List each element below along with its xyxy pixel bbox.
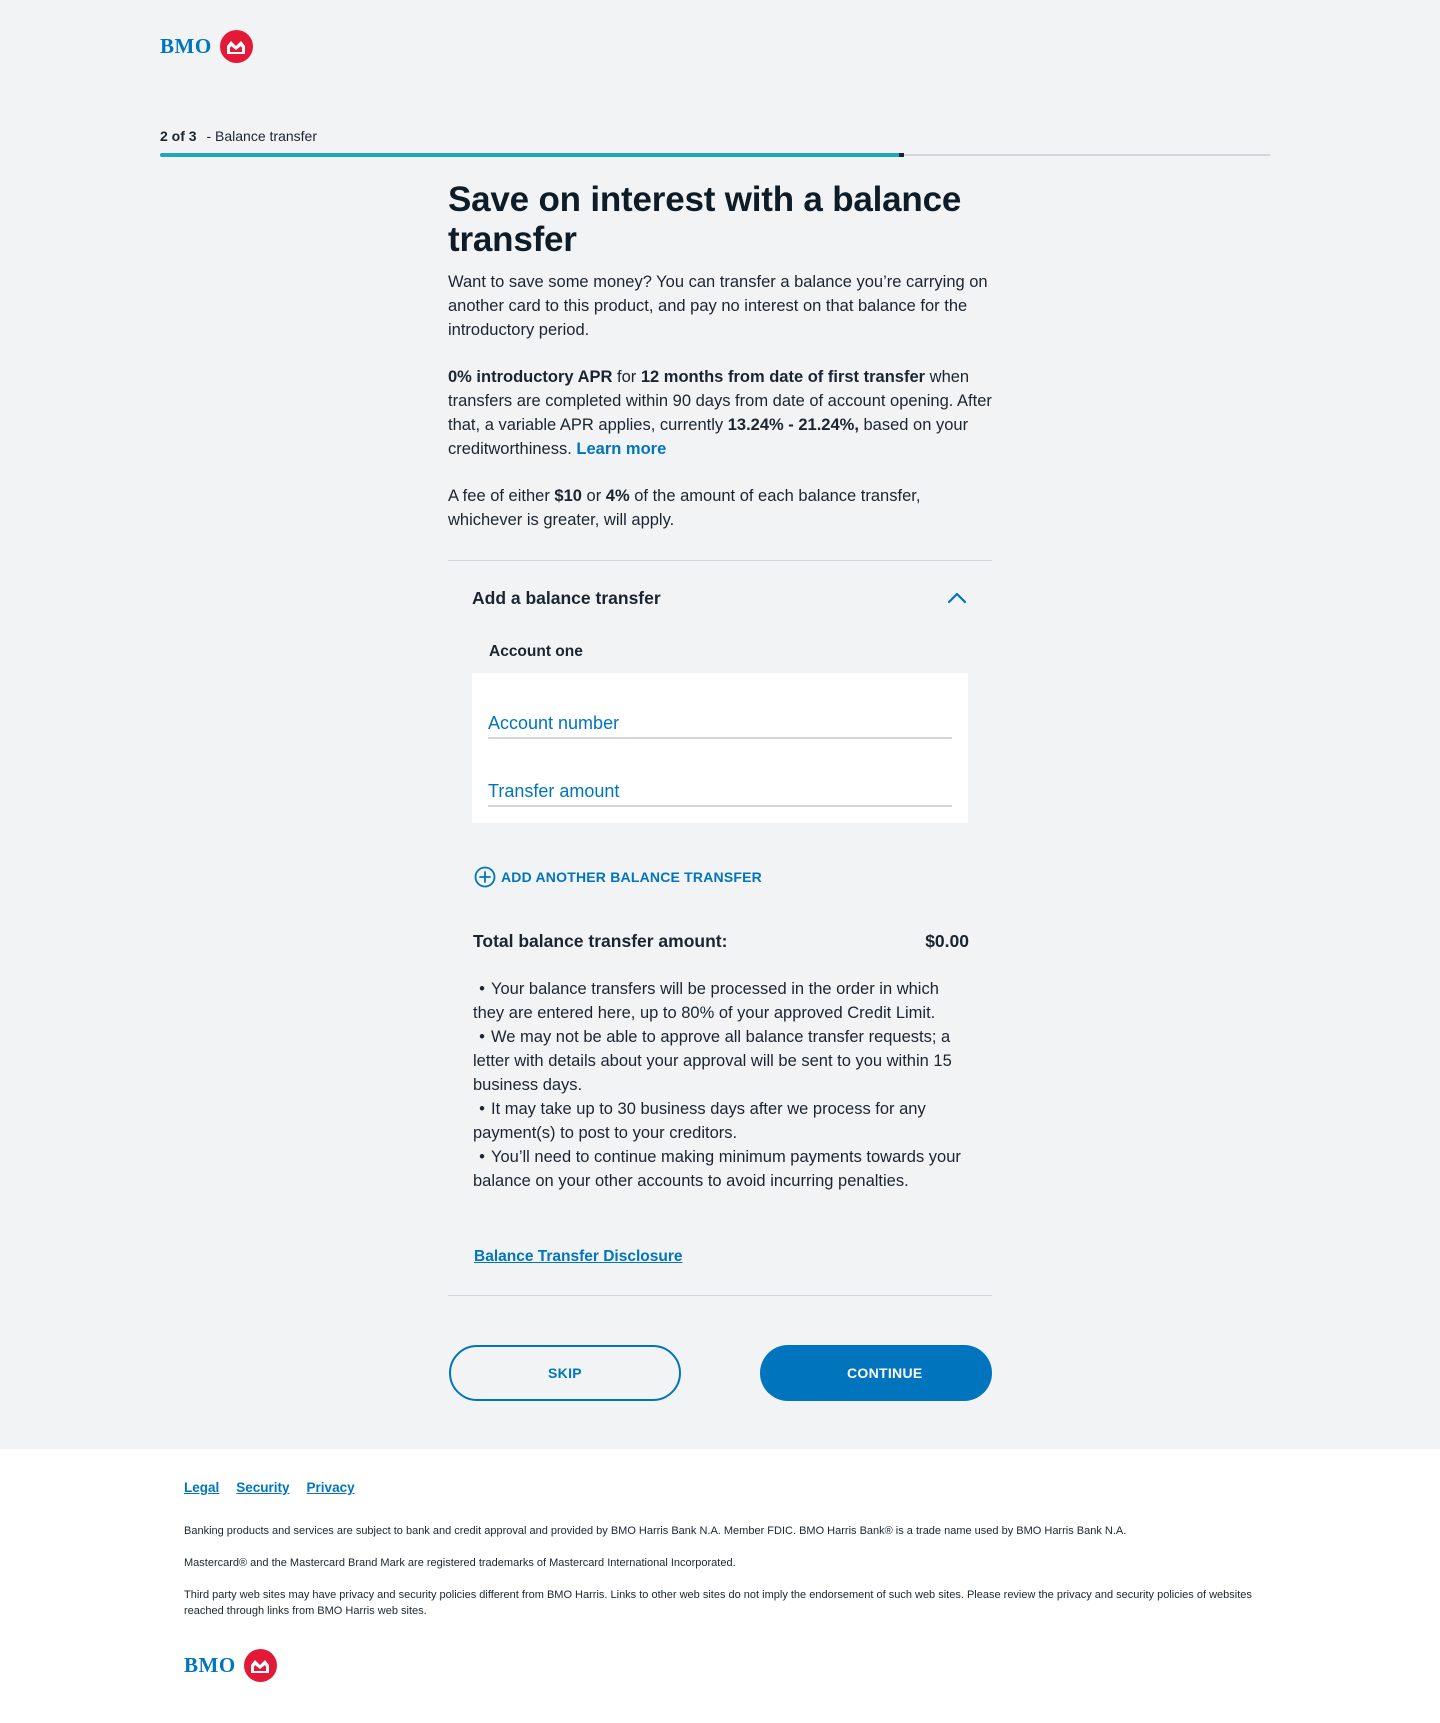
- apr-rate: 0% introductory APR: [448, 368, 613, 386]
- accordion-header[interactable]: [472, 583, 968, 613]
- transfer-notes-list: [473, 977, 969, 1193]
- footer-link-security[interactable]: Security: [236, 1480, 290, 1495]
- footer-links: [184, 1480, 355, 1495]
- fee-flat: $10: [554, 487, 582, 505]
- fee-text-part: A fee of either: [448, 487, 555, 505]
- fee-percent: 4%: [605, 487, 630, 505]
- footer-third-party-disclaimer: Third party web sites may have privacy and security policies different from BMO Harris. Links to other web sites do not imply the endorsement of such web sites. Please review the privacy and security policies of websites reached through links from BMO Harris web sites.: [184, 1589, 1252, 1617]
- account-fields-card: [472, 673, 968, 823]
- bmo-logo-text: BMO: [160, 34, 212, 58]
- fee-text-part: of the amount of each balance transfer, whichever is greater, will apply.: [448, 487, 921, 529]
- footer-banking-disclaimer: Banking products and services are subject to bank and credit approval and provided by BMO Harris Bank N.A. Member FDIC. BMO Harris Bank® is a trade name used by BMO Harris Bank N.A.: [184, 1525, 1127, 1537]
- transfer-note: • We may not be able to approve all balance transfer requests; a letter with details about your approval will be sent to you within 15 business days.: [473, 1025, 969, 1097]
- transfer-note: • Your balance transfers will be processed in the order in which they are entered here, up to 80% of your approved Credit Limit.: [473, 977, 969, 1025]
- apr-text-part: when transfers are completed within 90 days from date of account opening. After that, a variable APR applies, currently: [448, 368, 992, 434]
- page-title: Save on interest with a balance transfer: [448, 180, 962, 259]
- footer-mastercard-disclaimer: Mastercard® and the Mastercard Brand Mark are registered trademarks of Mastercard International Incorporated.: [184, 1557, 736, 1569]
- fee-text: [448, 484, 993, 532]
- skip-button[interactable]: [449, 1345, 681, 1401]
- apr-text-part: for: [612, 368, 641, 386]
- continue-button-label: CONTINUE: [847, 1365, 923, 1381]
- footer-bmo-logo[interactable]: [184, 1649, 277, 1682]
- transfer-amount-field[interactable]: [488, 761, 952, 807]
- account-number-field[interactable]: [488, 693, 952, 739]
- progress-bar: [160, 154, 1270, 156]
- bmo-roundel-icon: [220, 30, 253, 63]
- apr-variable-range: 13.24% - 21.24%,: [727, 416, 859, 434]
- bmo-roundel-icon: [244, 1649, 277, 1682]
- footer-bmo-logo-text: BMO: [184, 1653, 236, 1677]
- learn-more-link[interactable]: Learn more: [576, 440, 667, 458]
- progress-step-name: Balance transfer: [215, 128, 317, 144]
- add-another-label: ADD ANOTHER BALANCE TRANSFER: [501, 869, 762, 885]
- footer: [0, 1449, 1440, 1723]
- progress-bar-fill: [160, 153, 904, 157]
- transfer-note: • You’ll need to continue making minimum payments towards your balance on your other accounts to avoid incurring penalties.: [473, 1145, 969, 1193]
- transfer-amount-input[interactable]: [488, 761, 952, 805]
- footer-link-legal[interactable]: Legal: [184, 1480, 220, 1495]
- chevron-up-icon[interactable]: [946, 587, 968, 609]
- progress-step: 2 of 3: [160, 128, 197, 144]
- account-one-label: Account one: [489, 643, 583, 660]
- main-content: [448, 180, 993, 555]
- total-transfer-label: Total balance transfer amount:: [473, 931, 728, 951]
- balance-transfer-disclosure-link[interactable]: Balance Transfer Disclosure: [474, 1248, 683, 1265]
- bmo-logo[interactable]: [160, 30, 253, 63]
- progress-separator: -: [206, 128, 212, 144]
- plus-circle-icon: [474, 866, 496, 888]
- skip-button-label: SKIP: [548, 1365, 582, 1381]
- apr-text-part: based on your creditworthiness.: [448, 416, 969, 458]
- progress-label: [160, 128, 317, 144]
- transfer-note: • It may take up to 30 business days after we process for any payment(s) to post to your creditors.: [473, 1097, 969, 1145]
- intro-text: Want to save some money? You can transfer a balance you’re carrying on another card to this product, and pay no interest on that balance for the introductory period.: [448, 273, 988, 339]
- apr-text: [448, 365, 993, 461]
- add-another-transfer-button[interactable]: [474, 866, 762, 888]
- balance-transfer-accordion: [448, 560, 992, 1296]
- continue-button[interactable]: [760, 1345, 992, 1401]
- total-transfer-value: $0.00: [925, 931, 969, 951]
- apr-period: 12 months from date of first transfer: [640, 368, 926, 386]
- progress-bar-marker: [899, 153, 904, 157]
- footer-link-privacy[interactable]: Privacy: [306, 1480, 355, 1495]
- account-number-input[interactable]: [488, 693, 952, 737]
- total-transfer-row: [473, 931, 969, 952]
- accordion-title: Add a balance transfer: [472, 587, 661, 608]
- fee-text-part: or: [581, 487, 606, 505]
